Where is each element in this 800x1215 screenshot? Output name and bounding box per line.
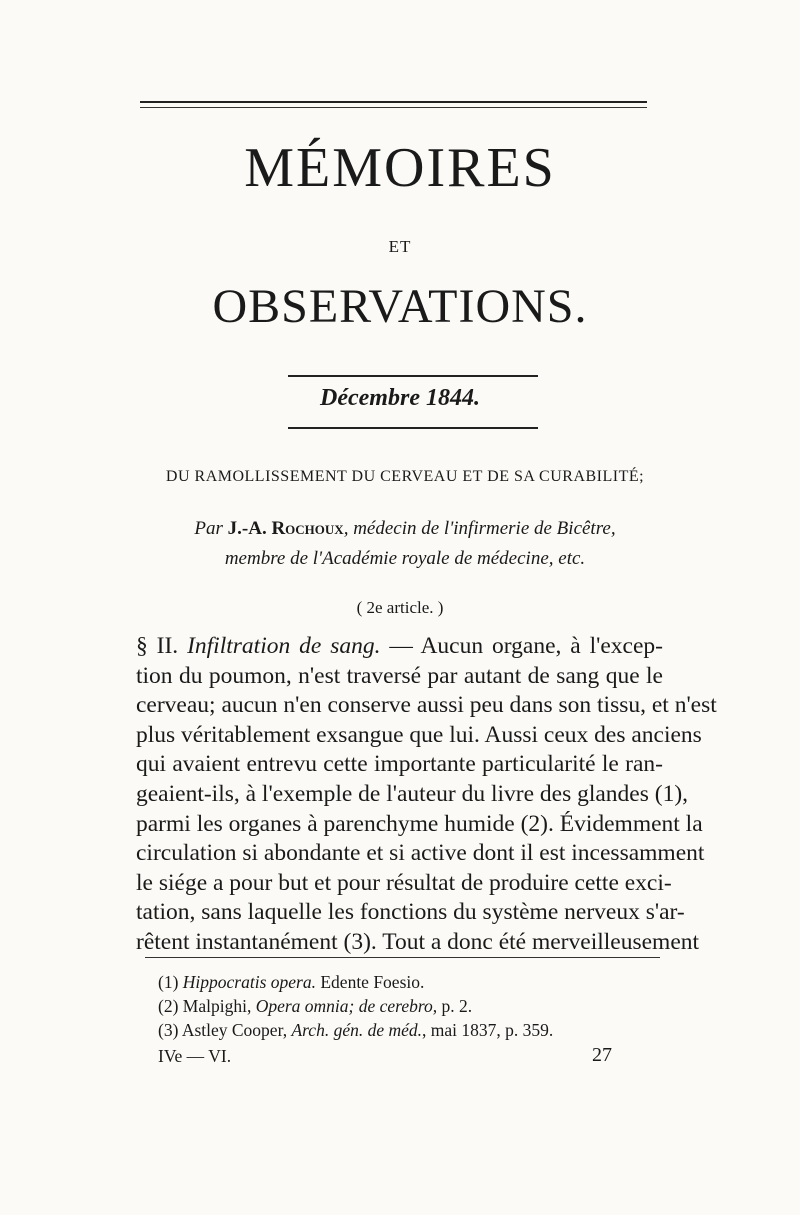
footnote-rule bbox=[145, 957, 660, 958]
footnote-3: (3) Astley Cooper, Arch. gén. de méd., mai 1837, p. 359. bbox=[158, 1020, 554, 1040]
body-line: circulation si abondante et si active dont il est incessamment bbox=[136, 840, 705, 867]
footnote-1: (1) Hippocratis opera. Edente Foesio. bbox=[158, 972, 425, 992]
body-line: plus véritablement exsangue que lui. Aussi ceux des anciens bbox=[136, 721, 702, 748]
body-line: qui avaient entrevu cette importante particularité le ran- bbox=[136, 751, 663, 778]
body-line: geaient-ils, à l'exemple de l'auteur du livre des glandes (1), bbox=[136, 780, 689, 807]
author-line-2: membre de l'Académie royale de médecine, etc. bbox=[224, 548, 586, 569]
signature-mark: IVe — VI. bbox=[158, 1046, 232, 1066]
footnotes bbox=[158, 970, 658, 1042]
body-line: le siége a pour but et pour résultat de produire cette exci- bbox=[136, 869, 672, 896]
author-affiliation: , médecin de l'infirmerie de Bicêtre, bbox=[343, 518, 616, 539]
top-rule bbox=[140, 101, 647, 103]
body-line: cerveau; aucun n'en conserve aussi peu dans son tissu, et n'est bbox=[136, 692, 717, 719]
footnote-2: (2) Malpighi, Opera omnia; de cerebro, p. 2. bbox=[158, 996, 473, 1016]
author-name: Rochoux bbox=[271, 518, 344, 539]
author-line-1 bbox=[150, 518, 660, 540]
heading-et: ET bbox=[388, 237, 412, 256]
section-label: § II. bbox=[136, 633, 179, 659]
date-rule-top bbox=[288, 375, 538, 377]
heading-observations: OBSERVATIONS. bbox=[212, 280, 588, 333]
page-number: 27 bbox=[592, 1044, 612, 1066]
article-number: ( 2e article. ) bbox=[356, 598, 444, 617]
body-line: tion du poumon, n'est traversé par autant de sang que le bbox=[136, 662, 663, 689]
section-title: Infiltration de sang. bbox=[187, 633, 381, 659]
top-rule-thin bbox=[140, 107, 647, 108]
author-initials: J.-A. bbox=[227, 518, 267, 539]
article-title: DU RAMOLLISSEMENT DU CERVEAU ET DE SA CURABILITÉ; bbox=[165, 468, 645, 485]
author-prefix: Par bbox=[194, 518, 223, 539]
body-line: rêtent instantanément (3). Tout a donc été merveilleusement bbox=[136, 928, 700, 955]
body-text bbox=[136, 632, 717, 958]
body-line: § II. Infiltration de sang. — Aucun organe, à l'excep- bbox=[136, 633, 663, 659]
issue-date: Décembre 1844. bbox=[320, 385, 480, 411]
date-rule-bottom bbox=[288, 427, 538, 429]
body-line: tation, sans laquelle les fonctions du système nerveux s'ar- bbox=[136, 899, 685, 926]
body-line: parmi les organes à parenchyme humide (2). Évidemment la bbox=[136, 810, 703, 837]
heading-memoires: MÉMOIRES bbox=[244, 137, 556, 199]
